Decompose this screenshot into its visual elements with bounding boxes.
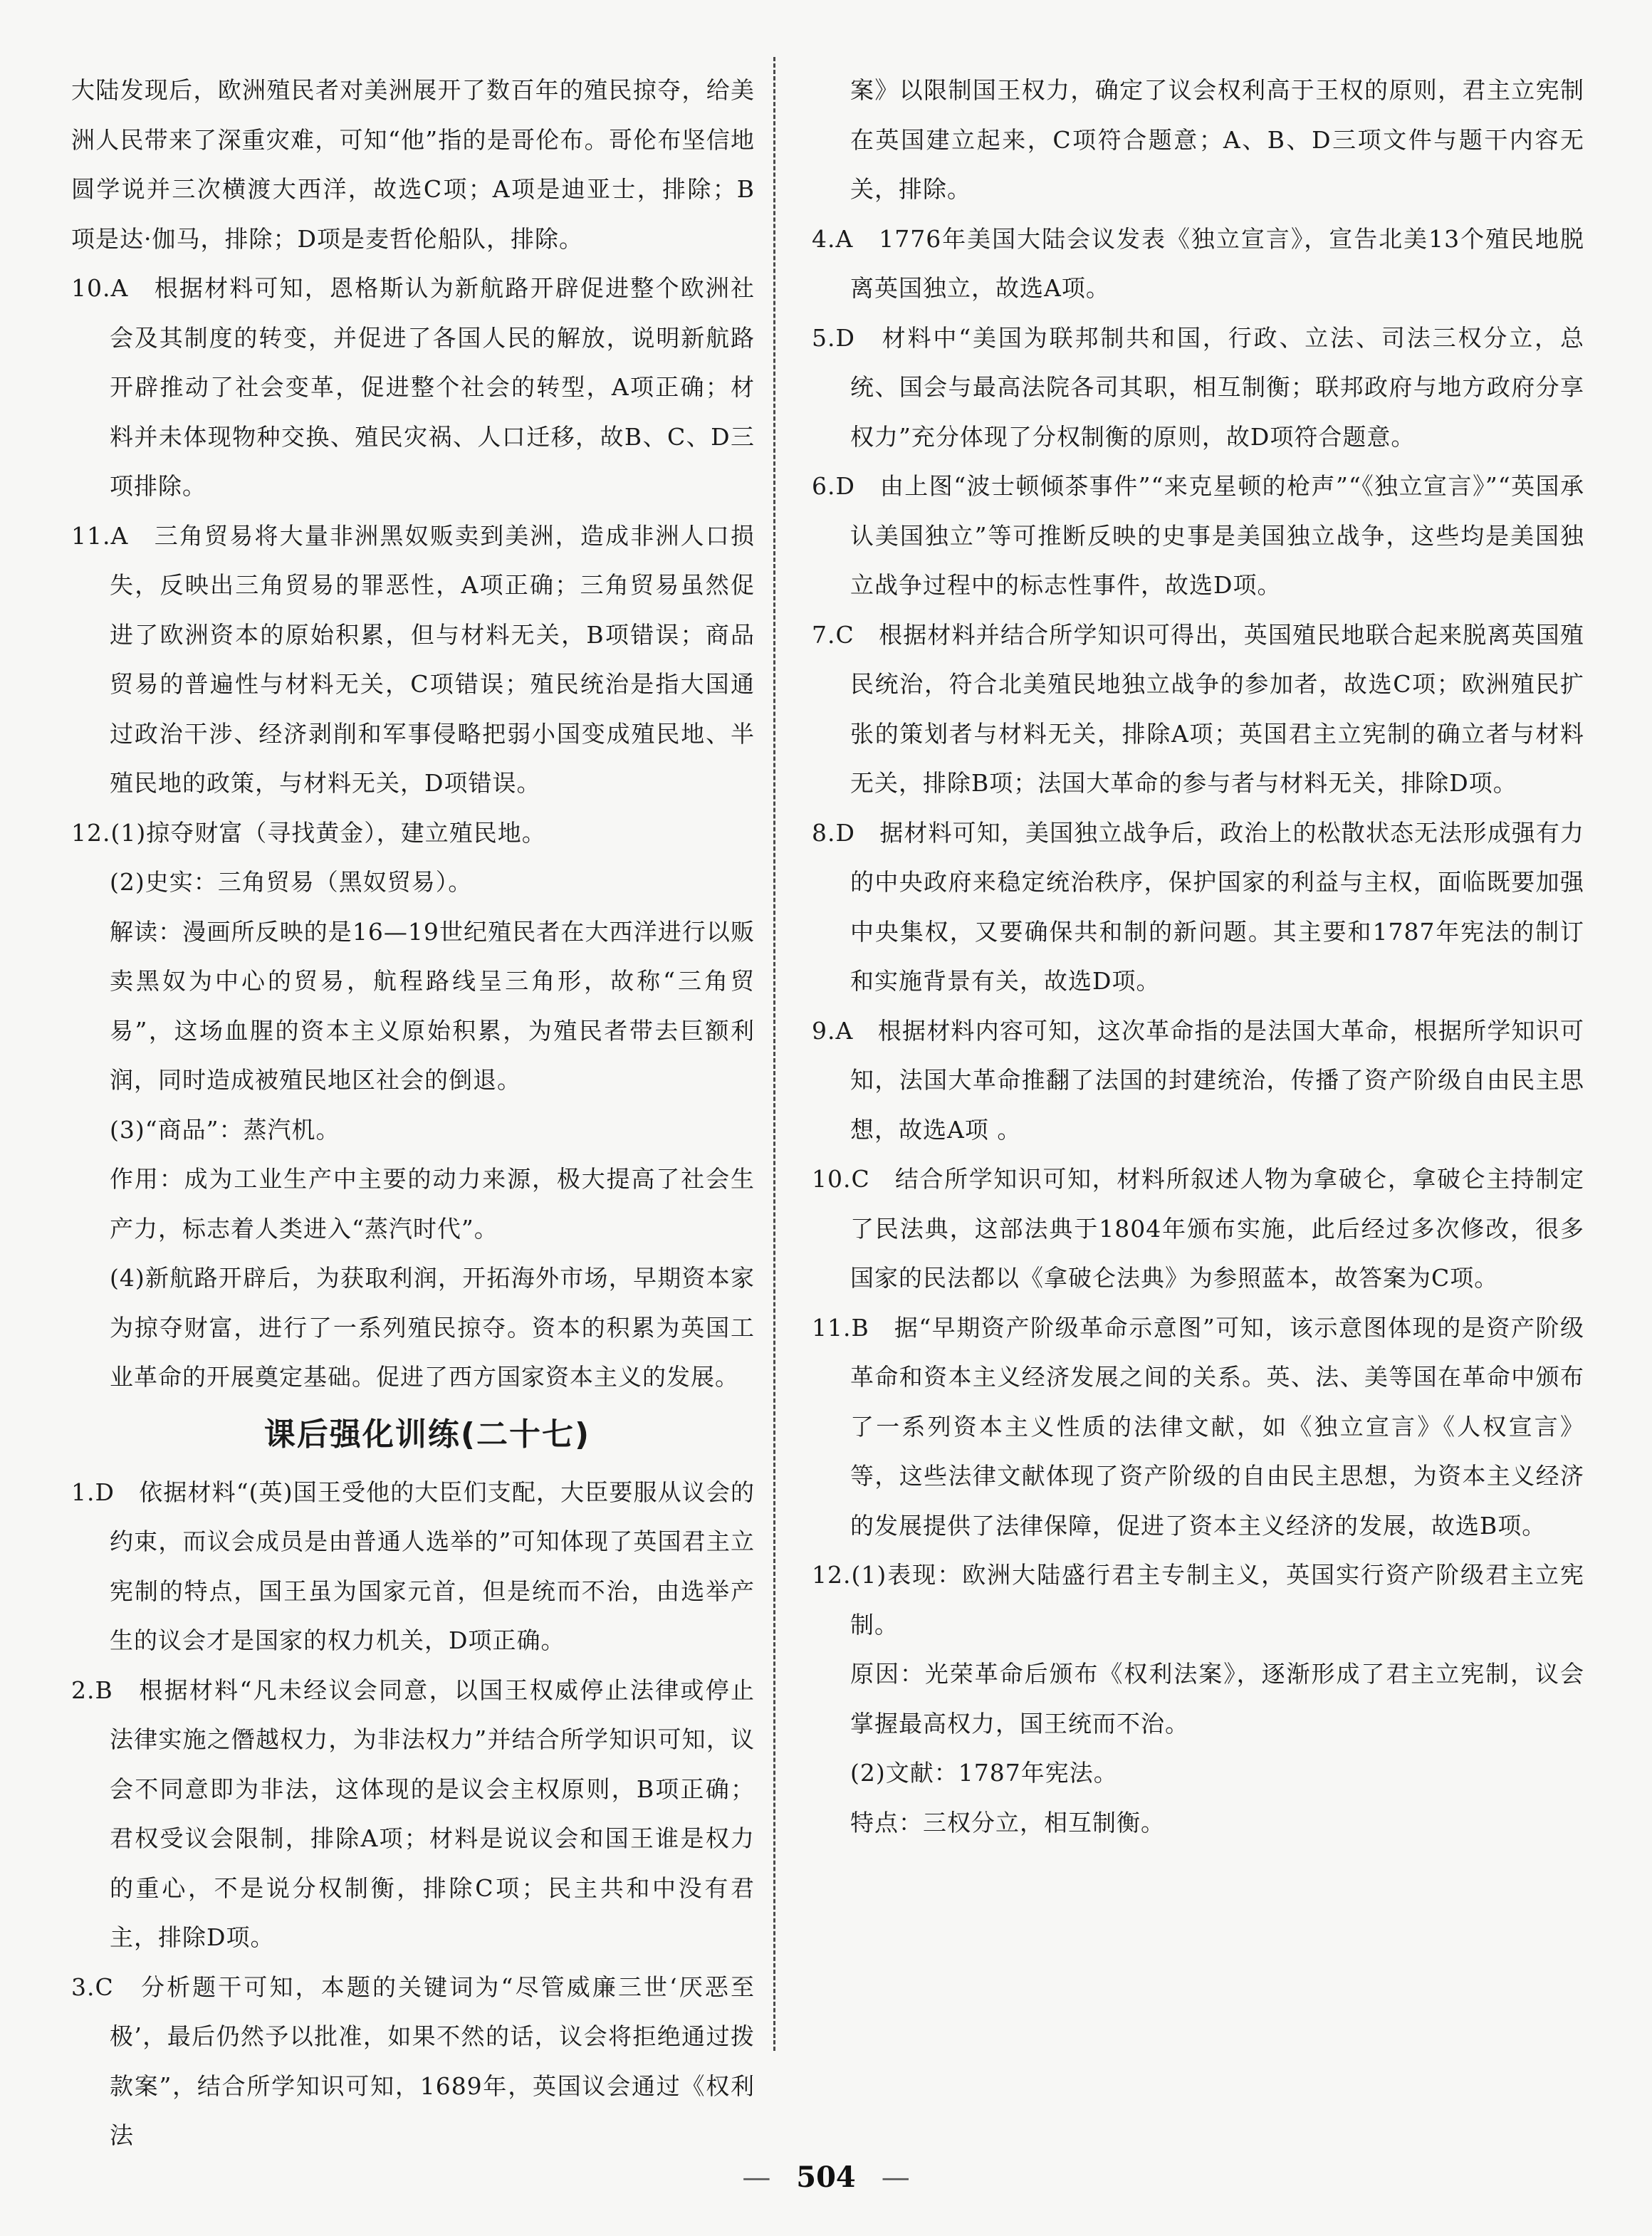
answer-paragraph: 8.D 据材料可知，美国独立战争后，政治上的松散状态无法形成强有力的中央政府来稳定统治秩序，保护国家的利益与主权，面临既要加强中央集权，又要确保共和制的新问题。其主要和1787年宪法的制订和实施背景有关，故选D项。	[812, 818, 1584, 995]
answer-paragraph: 10.C 结合所学知识可知，材料所叙述人物为拿破仑，拿破仑主持制定了民法典，这部法典于1804年颁布实施，此后经过多次修改，很多国家的民法都以《拿破仑法典》为参照蓝本，故答案为C项。	[812, 1165, 1584, 1292]
answer-paragraph: 11.A 三角贸易将大量非洲黑奴贩卖到美洲，造成非洲人口损失，反映出三角贸易的罪恶性，A项正确；三角贸易虽然促进了欧洲资本的原始积累，但与材料无关，B项错误；商品贸易的普遍性与材料无关，C项错误；殖民统治是指大国通过政治干涉、经济剥削和军事侵略把弱小国变成殖民地、半殖民地的政策，与材料无关，D项错误。	[71, 521, 755, 797]
column-divider	[773, 57, 775, 2051]
answer-paragraph: (2)史实：三角贸易（黑奴贸易）。	[110, 868, 473, 896]
answer-paragraph: 9.A 根据材料内容可知，这次革命指的是法国大革命，根据所学知识可知，法国大革命推翻了法国的封建统治，传播了资产阶级自由民主思想，故选A项 。	[812, 1016, 1584, 1144]
answer-paragraph: 7.C 根据材料并结合所学知识可得出，英国殖民地联合起来脱离英国殖民统治，符合北美殖民地独立战争的参加者，故选C项；欧洲殖民扩张的策划者与材料无关，排除A项；英国君主立宪制的确立者与材料无关，排除B项；法国大革命的参与者与材料无关，排除D项。	[812, 620, 1584, 797]
answer-paragraph: 原因：光荣革命后颁布《权利法案》，逐渐形成了君主立宪制，议会掌握最高权力，国王统而不治。	[850, 1660, 1584, 1738]
answer-paragraph: 12.(1)掠夺财富（寻找黄金），建立殖民地。	[71, 818, 546, 847]
answer-paragraph: (2)文献：1787年宪法。	[850, 1759, 1118, 1787]
answer-paragraph: 5.D 材料中“美国为联邦制共和国，行政、立法、司法三权分立，总统、国会与最高法院各司其职，相互制衡；联邦政府与地方政府分享权力”充分体现了分权制衡的原则，故D项符合题意。	[812, 323, 1584, 451]
answer-paragraph: 解读：漫画所反映的是16—19世纪殖民者在大西洋进行以贩卖黑奴为中心的贸易，航程路线呈三角形，故称“三角贸易”，这场血腥的资本主义原始积累，为殖民者带去巨额利润，同时造成被殖民地区社会的倒退。	[110, 917, 755, 1094]
answer-paragraph: 11.B 据“早期资产阶级革命示意图”可知，该示意图体现的是资产阶级革命和资本主义经济发展之间的关系。英、法、美等国在革命中颁布了一系列资本主义性质的法律文献，如《独立宣言》《人权宣言》等，这些法律文献体现了资产阶级的自由民主思想，为资本主义经济的发展提供了法律保障，促进了资本主义经济的发展，故选B项。	[812, 1313, 1584, 1540]
right-column	[812, 66, 1584, 1847]
footer-dash-left: —	[742, 2161, 771, 2194]
answer-paragraph: 4.A 1776年美国大陆会议发表《独立宣言》，宣告北美13个殖民地脱离英国独立，故选A项。	[812, 224, 1584, 302]
page-footer	[0, 2161, 1652, 2194]
footer-dash-right: —	[881, 2161, 910, 2194]
answer-paragraph: 3.C 分析题干可知，本题的关键词为“尽管威廉三世‘厌恶至极’，最后仍然予以批准，如果不然的话，议会将拒绝通过拨款案”，结合所学知识可知，1689年，英国议会通过《权利法	[71, 1973, 755, 2149]
answer-paragraph: 大陆发现后，欧洲殖民者对美洲展开了数百年的殖民掠夺，给美洲人民带来了深重灾难，可知“他”指的是哥伦布。哥伦布坚信地圆学说并三次横渡大西洋，故选C项；A项是迪亚士，排除；B项是达·伽马，排除；D项是麦哲伦船队，排除。	[71, 76, 755, 253]
answer-paragraph: 案》以限制国王权力，确定了议会权利高于王权的原则，君主立宪制在英国建立起来，C项符合题意；A、B、D三项文件与题干内容无关，排除。	[850, 76, 1584, 203]
answer-paragraph: (4)新航路开辟后，为获取利润，开拓海外市场，早期资本家为掠夺财富，进行了一系列殖民掠夺。资本的积累为英国工业革命的开展奠定基础。促进了西方国家资本主义的发展。	[110, 1264, 755, 1391]
answer-paragraph: 2.B 根据材料“凡未经议会同意，以国王权威停止法律或停止法律实施之僭越权力，为非法权力”并结合所学知识可知，议会不同意即为非法，这体现的是议会主权原则，B项正确；君权受议会限制，排除A项；材料是说议会和国王谁是权力的重心，不是说分权制衡，排除C项；民主共和中没有君主，排除D项。	[71, 1676, 755, 1951]
section-title: 课后强化训练(二十七)	[263, 1416, 591, 1453]
answer-paragraph: 10.A 根据材料可知，恩格斯认为新航路开辟促进整个欧洲社会及其制度的转变，并促进了各国人民的解放，说明新航路开辟推动了社会变革，促进整个社会的转型，A项正确；材料并未体现物种交换、殖民灾祸、人口迁移，故B、C、D三项排除。	[71, 274, 755, 500]
answer-paragraph: (3)“商品”：蒸汽机。	[110, 1115, 340, 1144]
answer-paragraph: 6.D 由上图“波士顿倾茶事件”“来克星顿的枪声”“《独立宣言》”“英国承认美国独立”等可推断反映的史事是美国独立战争，这些均是美国独立战争过程中的标志性事件，故选D项。	[812, 472, 1584, 599]
answer-paragraph: 特点：三权分立，相互制衡。	[850, 1808, 1165, 1837]
answer-paragraph: 12.(1)表现：欧洲大陆盛行君主专制主义，英国实行资产阶级君主立宪制。	[812, 1561, 1584, 1639]
answer-paragraph: 1.D 依据材料“(英)国王受他的大臣们支配，大臣要服从议会的约束，而议会成员是由普通人选举的”可知体现了英国君主立宪制的特点，国王虽为国家元首，但是统而不治，由选举产生的议会才是国家的权力机关，D项正确。	[71, 1478, 755, 1654]
left-column	[71, 66, 755, 2161]
page-number: 504	[796, 2161, 856, 2194]
answer-paragraph: 作用：成为工业生产中主要的动力来源，极大提高了社会生产力，标志着人类进入“蒸汽时代”。	[110, 1165, 755, 1243]
